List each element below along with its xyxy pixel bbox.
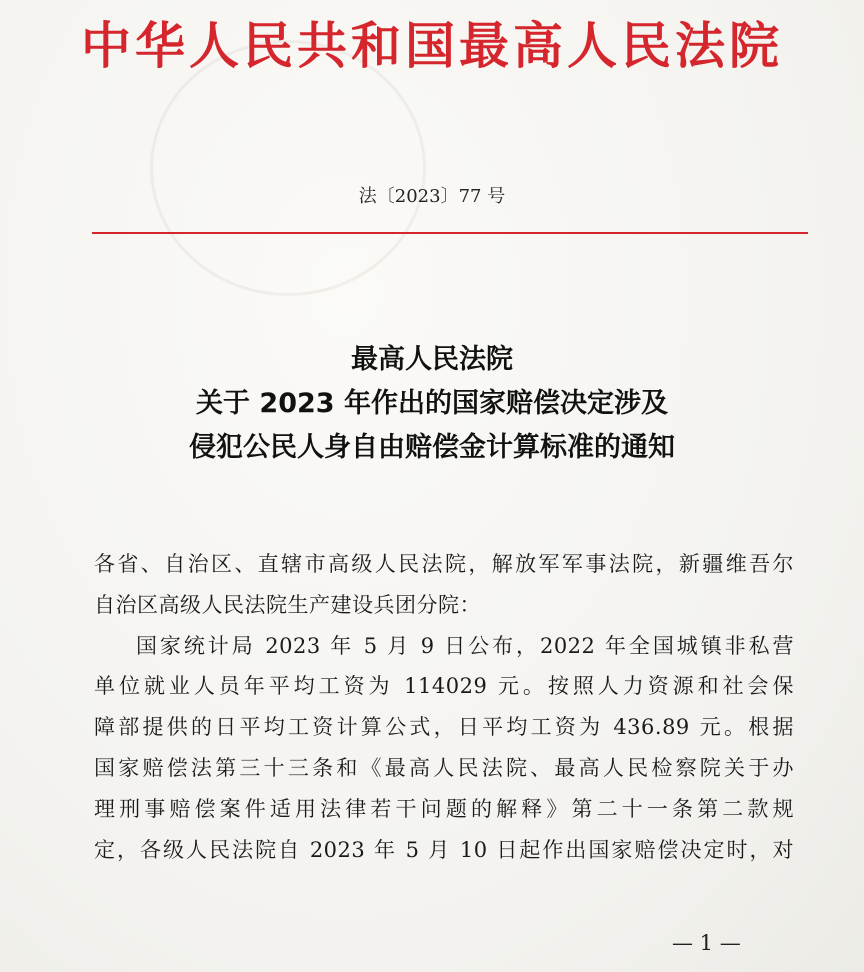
red-separator-line xyxy=(92,232,808,234)
body-line-3: 国家统计局 2023 年 5 月 9 日公布，2022 年全国城镇非私营 xyxy=(136,633,794,658)
notice-title-line-3: 侵犯公民人身自由赔偿金计算标准的通知 xyxy=(189,432,675,463)
body-line-2: 自治区高级人民法院生产建设兵团分院： xyxy=(94,592,481,617)
page-number: — 1 — xyxy=(672,931,741,955)
body-line-1: 各省、自治区、直辖市高级人民法院，解放军军事法院，新疆维吾尔 xyxy=(94,552,794,576)
body-line-4: 单位就业人员年平均工资为 114029 元。按照人力资源和社会保 xyxy=(94,674,794,699)
body-line-5: 障部提供的日平均工资计算公式，日平均工资为 436.89 元。根据 xyxy=(94,715,794,740)
issuing-authority-header: 中华人民共和国最高人民法院 xyxy=(81,16,783,75)
body-line-8: 定，各级人民法院自 2023 年 5 月 10 日起作出国家赔偿决定时，对 xyxy=(94,837,794,862)
notice-title-line-2: 关于 2023 年作出的国家赔偿决定涉及 xyxy=(196,388,668,419)
body-line-7: 理刑事赔偿案件适用法律若干问题的解释》第二十一条第二款规 xyxy=(94,796,794,821)
notice-title xyxy=(0,338,864,470)
notice-body xyxy=(94,544,794,870)
body-line-6: 国家赔偿法第三十三条和《最高人民法院、最高人民检察院关于办 xyxy=(94,755,794,780)
document-number: 法〔2023〕77 号 xyxy=(358,186,506,207)
notice-title-line-1: 最高人民法院 xyxy=(351,344,513,375)
